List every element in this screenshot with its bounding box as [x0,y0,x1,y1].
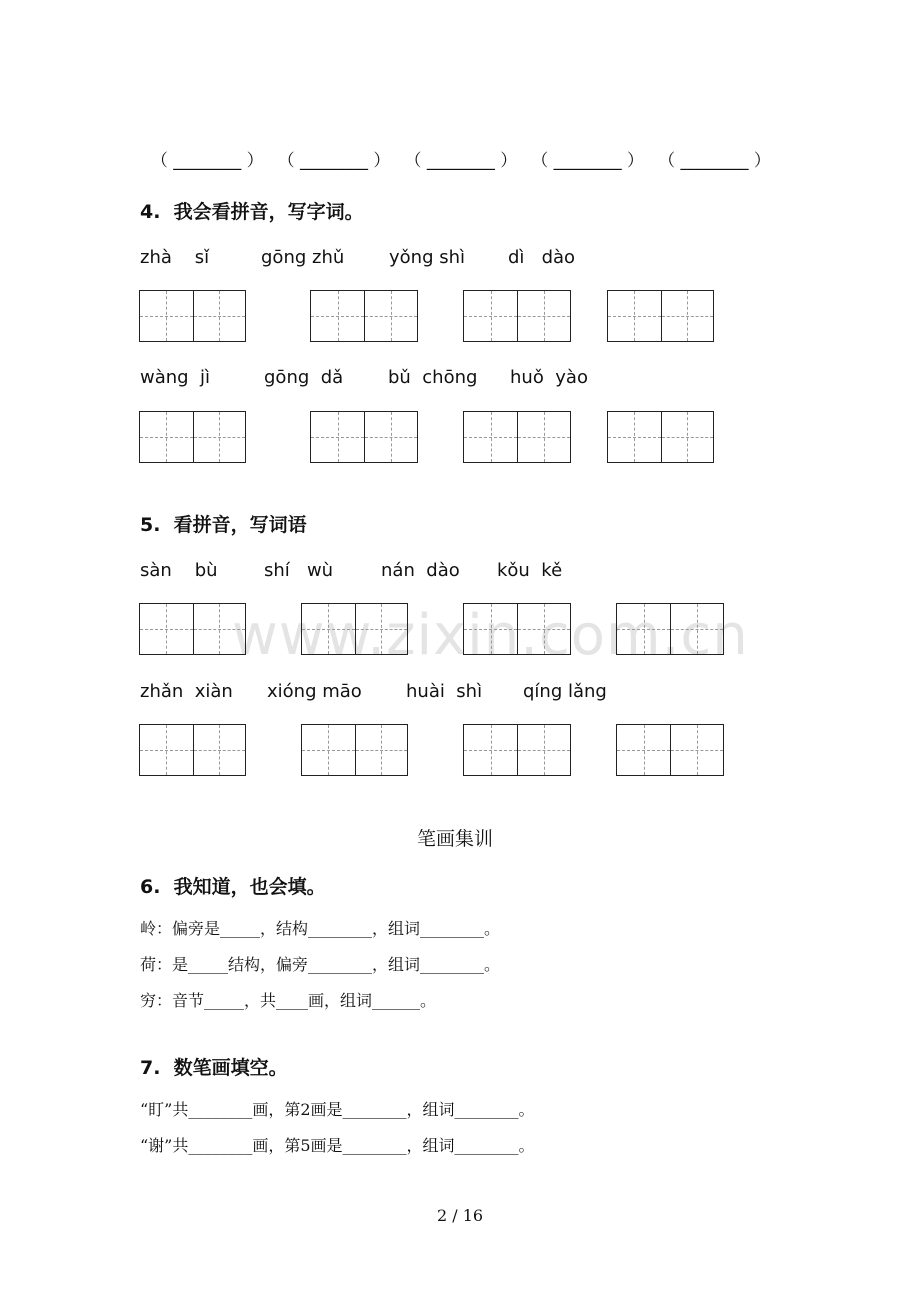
writing-grid[interactable] [616,724,724,776]
writing-grid[interactable] [301,724,408,776]
question-4-heading: 4. 我会看拼音，写字词。 [140,201,364,223]
fill-line: 岭：偏旁是_____，结构________，组词________。 [140,919,501,938]
pinyin-label: zhà sǐ [140,247,210,268]
answer-blank: （ ________ ） [404,151,518,171]
pinyin-label: wàng jì [140,367,211,388]
watermark: www.zixin.com.cn [232,603,749,668]
writing-grid[interactable] [463,724,571,776]
writing-grid[interactable] [607,411,714,463]
pinyin-label: huài shì [406,681,483,702]
pinyin-label: kǒu kě [497,560,563,581]
writing-grid[interactable] [139,603,246,655]
writing-grid[interactable] [139,724,246,776]
answer-blank: （ ________ ） [150,151,264,171]
pinyin-label: yǒng shì [389,247,466,268]
pinyin-label: huǒ yào [510,367,588,388]
pinyin-label: xióng māo [267,681,362,702]
writing-grid[interactable] [616,603,724,655]
pinyin-label: dì dào [508,247,576,268]
writing-grid[interactable] [463,411,571,463]
writing-grid[interactable] [607,290,714,342]
question-6-heading: 6. 我知道，也会填。 [140,876,326,898]
answer-blank: （ ________ ） [277,151,391,171]
question-7-heading: 7. 数笔画填空。 [140,1057,288,1079]
fill-line: 荷：是_____结构，偏旁________，组词________。 [140,955,501,974]
fill-line: “谢”共________画，第5画是________，组词________。 [140,1136,535,1155]
answer-blank: （ ________ ） [531,151,645,171]
answer-blank: （ ________ ） [658,151,771,171]
writing-grid[interactable] [310,411,418,463]
writing-grid[interactable] [301,603,408,655]
pinyin-label: sàn bù [140,560,218,581]
writing-grid[interactable] [139,290,246,342]
pinyin-label: shí wù [264,560,334,581]
question-5-heading: 5. 看拼音，写词语 [140,514,307,536]
pinyin-label: nán dào [381,560,460,581]
section-title: 笔画集训 [417,828,494,850]
answer-blank-row [140,126,785,171]
pinyin-label: gōng dǎ [264,367,344,388]
pinyin-label: qíng lǎng [523,681,607,702]
writing-grid[interactable] [310,290,418,342]
writing-grid[interactable] [139,411,246,463]
writing-grid[interactable] [463,290,571,342]
page-number: 2 / 16 [437,1206,484,1225]
writing-grid[interactable] [463,603,571,655]
fill-line: 穷：音节_____，共____画，组词______。 [140,991,437,1010]
pinyin-label: zhǎn xiàn [140,681,233,702]
pinyin-label: bǔ chōng [388,367,478,388]
fill-line: “盯”共________画，第2画是________，组词________。 [140,1100,535,1119]
pinyin-label: gōng zhǔ [261,247,345,268]
